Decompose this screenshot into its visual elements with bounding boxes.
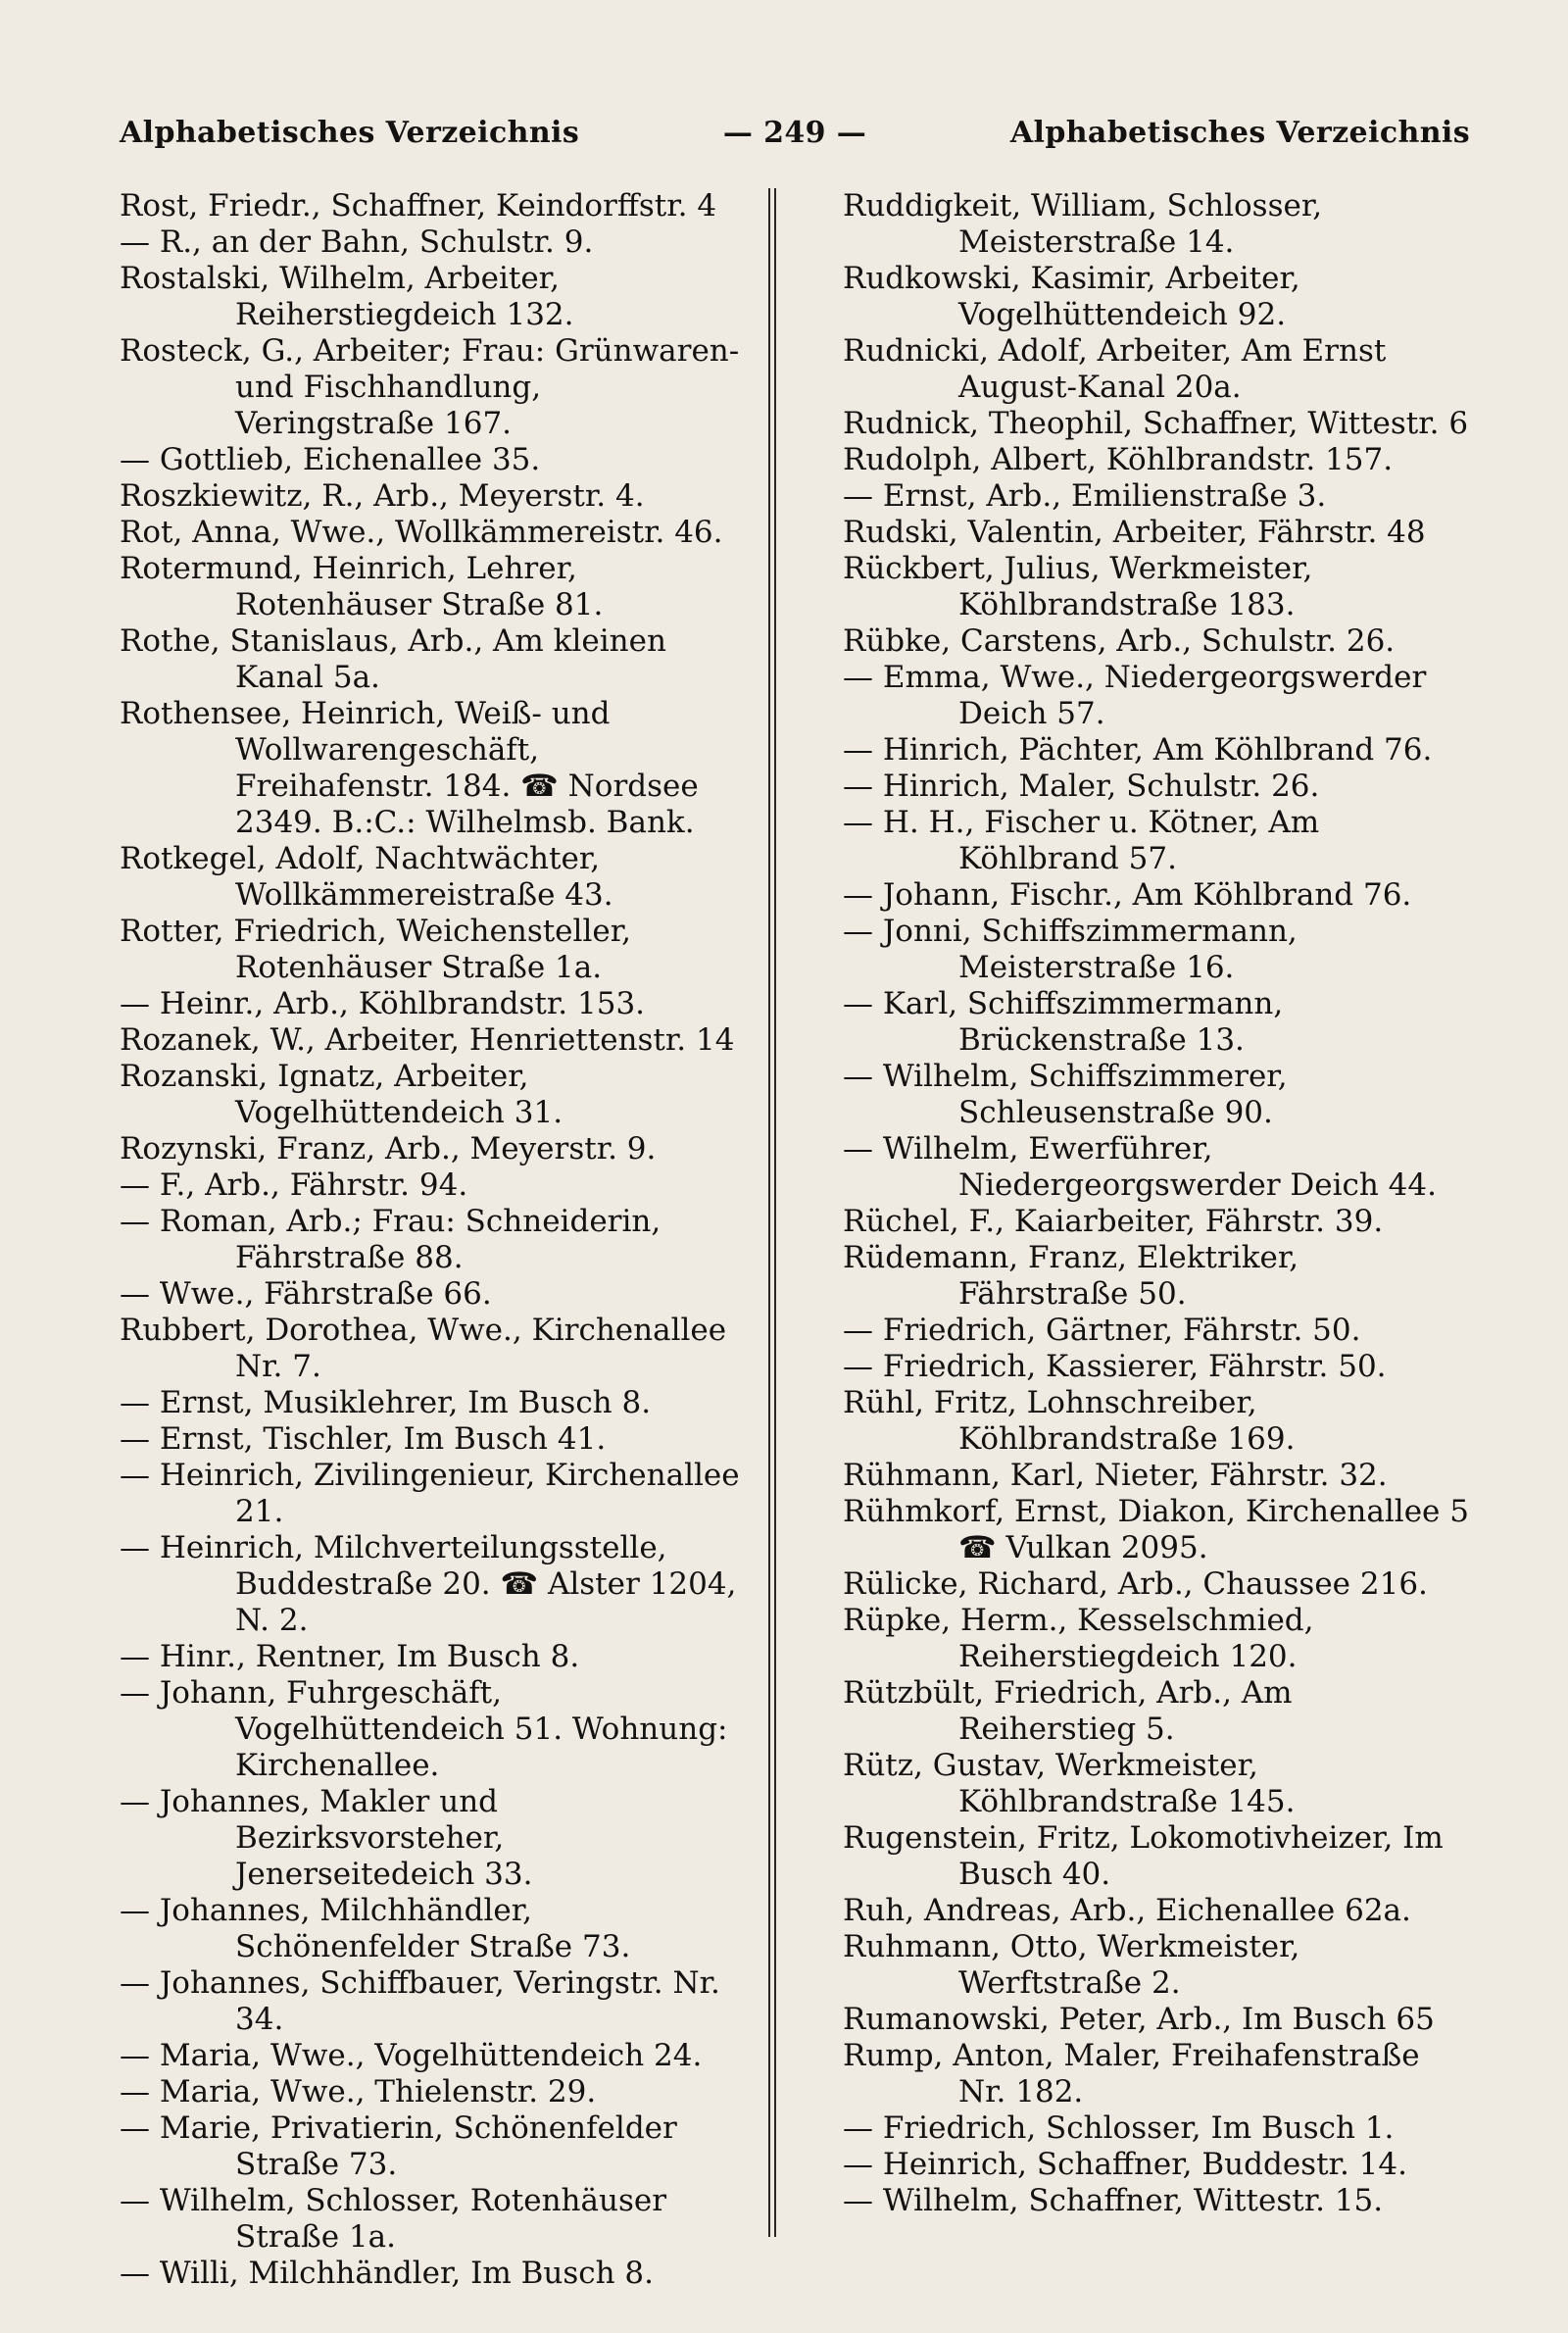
directory-entry: Rugenstein, Fritz, Lokomotivheizer, Im Busch 40.: [843, 1820, 1444, 1892]
directory-entry: Rudski, Valentin, Arbeiter, Fährstr. 48: [843, 515, 1426, 550]
directory-entry: — Wilhelm, Ewerführer, Niedergeorgswerder Deich 44.: [843, 1131, 1437, 1203]
directory-entry: — Roman, Arb.; Frau: Schneiderin, Fährstraße 88.: [120, 1204, 662, 1275]
directory-entry: — Heinrich, Schaffner, Buddestr. 14.: [843, 2147, 1407, 2182]
directory-entry: Rülicke, Richard, Arb., Chaussee 216.: [843, 1566, 1428, 1602]
directory-entry: Rühmkorf, Ernst, Diakon, Kirchenallee 5 ☎ Vulkan 2095.: [843, 1494, 1469, 1565]
directory-entry: — Wilhelm, Schaffner, Wittestr. 15.: [843, 2183, 1384, 2218]
directory-entry: Rozanek, W., Arbeiter, Henriettenstr. 14: [120, 1022, 735, 1058]
directory-entry: Rüdemann, Franz, Elektriker, Fährstraße 50.: [843, 1240, 1299, 1312]
directory-entry: — F., Arb., Fährstr. 94.: [120, 1167, 468, 1203]
directory-entry: Roszkiewitz, R., Arb., Meyerstr. 4.: [120, 478, 645, 514]
directory-entry: Rost, Friedr., Schaffner, Keindorffstr. 4: [120, 188, 717, 223]
left-column: [120, 188, 747, 2292]
directory-entry: — Heinr., Arb., Köhlbrandstr. 153.: [120, 986, 646, 1021]
directory-entry: — Wilhelm, Schlosser, Rotenhäuser Straße 1a.: [120, 2183, 667, 2255]
directory-entry: — Heinrich, Milchverteilungsstelle, Buddestraße 20. ☎ Alster 1204, N. 2.: [120, 1530, 737, 1638]
page-header: [120, 116, 1470, 174]
directory-entry: Rühmann, Karl, Nieter, Fährstr. 32.: [843, 1458, 1388, 1493]
directory-entry: Rubbert, Dorothea, Wwe., Kirchenallee Nr. 7.: [120, 1313, 727, 1384]
directory-entry: — R., an der Bahn, Schulstr. 9.: [120, 224, 594, 260]
right-column: [843, 188, 1470, 2292]
directory-entry: — Jonni, Schiffszimmermann, Meisterstraße 16.: [843, 914, 1298, 985]
directory-entry: — Karl, Schiffszimmermann, Brückenstraße 13.: [843, 986, 1284, 1058]
directory-entry: Rotkegel, Adolf, Nachtwächter, Wollkämmereistraße 43.: [120, 841, 613, 913]
directory-entry: Rozanski, Ignatz, Arbeiter, Vogelhüttendeich 31.: [120, 1059, 564, 1130]
directory-entry: Rosteck, G., Arbeiter; Frau: Grünwaren- und Fischhandlung, Veringstraße 167.: [120, 333, 740, 441]
directory-entry: — Friedrich, Kassierer, Fährstr. 50.: [843, 1349, 1387, 1384]
directory-entry: Rübke, Carstens, Arb., Schulstr. 26.: [843, 623, 1396, 659]
header-left-title: Alphabetisches Verzeichnis: [120, 116, 580, 150]
directory-entry: — Hinr., Rentner, Im Busch 8.: [120, 1639, 580, 1674]
directory-entry: — Maria, Wwe., Thielenstr. 29.: [120, 2074, 597, 2110]
column-divider: [768, 188, 770, 2237]
directory-entry: — Ernst, Musiklehrer, Im Busch 8.: [120, 1385, 652, 1420]
directory-entry: — Friedrich, Gärtner, Fährstr. 50.: [843, 1313, 1361, 1348]
directory-entry: — Hinrich, Pächter, Am Köhlbrand 76.: [843, 732, 1433, 768]
directory-entry: Ruhmann, Otto, Werkmeister, Werftstraße 2.: [843, 1929, 1300, 2001]
directory-entry: Rozynski, Franz, Arb., Meyerstr. 9.: [120, 1131, 657, 1166]
header-right-title: Alphabetisches Verzeichnis: [1009, 116, 1470, 150]
directory-entry: Rüpke, Herm., Kesselschmied, Reiherstiegdeich 120.: [843, 1603, 1314, 1674]
directory-entry: — Ernst, Tischler, Im Busch 41.: [120, 1421, 607, 1457]
directory-entry: Rückbert, Julius, Werkmeister, Köhlbrandstraße 183.: [843, 551, 1313, 622]
directory-entry: Rotermund, Heinrich, Lehrer, Rotenhäuser Straße 81.: [120, 551, 604, 622]
directory-entry: — Maria, Wwe., Vogelhüttendeich 24.: [120, 2038, 703, 2073]
directory-entry: Rütz, Gustav, Werkmeister, Köhlbrandstraße 145.: [843, 1748, 1296, 1819]
directory-columns: [120, 188, 1470, 2292]
directory-entry: Rotter, Friedrich, Weichensteller, Rotenhäuser Straße 1a.: [120, 914, 631, 985]
directory-entry: — H. H., Fischer u. Kötner, Am Köhlbrand 57.: [843, 805, 1320, 876]
directory-entry: — Johannes, Schiffbauer, Veringstr. Nr. 34.: [120, 1965, 720, 2037]
directory-entry: Rudnick, Theophil, Schaffner, Wittestr. 6: [843, 406, 1469, 441]
directory-entry: — Willi, Milchhändler, Im Busch 8.: [120, 2256, 654, 2291]
directory-entry: Ruddigkeit, William, Schlosser, Meisterstraße 14.: [843, 188, 1323, 260]
directory-entry: — Wwe., Fährstraße 66.: [120, 1276, 492, 1312]
directory-entry: Rothensee, Heinrich, Weiß- und Wollwarengeschäft, Freihafenstr. 184. ☎ Nordsee 2349. B.:C.: Wilhelmsb. Bank.: [120, 696, 699, 840]
directory-entry: Rüchel, F., Kaiarbeiter, Fährstr. 39.: [843, 1204, 1384, 1239]
directory-entry: — Heinrich, Zivilingenieur, Kirchenallee 21.: [120, 1458, 740, 1529]
directory-entry: Rühl, Fritz, Lohnschreiber, Köhlbrandstraße 169.: [843, 1385, 1296, 1457]
directory-entry: Ruh, Andreas, Arb., Eichenallee 62a.: [843, 1893, 1411, 1928]
directory-entry: — Friedrich, Schlosser, Im Busch 1.: [843, 2110, 1395, 2146]
directory-entry: — Ernst, Arb., Emilienstraße 3.: [843, 478, 1327, 514]
page-number: — 249 —: [722, 116, 867, 150]
directory-entry: Rostalski, Wilhelm, Arbeiter, Reiherstiegdeich 132.: [120, 261, 574, 332]
directory-entry: — Johann, Fuhrgeschäft, Vogelhüttendeich 51. Wohnung: Kirchenallee.: [120, 1675, 728, 1783]
directory-entry: Rothe, Stanislaus, Arb., Am kleinen Kanal 5a.: [120, 623, 666, 695]
directory-entry: Rumanowski, Peter, Arb., Im Busch 65: [843, 2002, 1435, 2037]
directory-entry: — Gottlieb, Eichenallee 35.: [120, 442, 541, 477]
directory-entry: — Emma, Wwe., Niedergeorgswerder Deich 57.: [843, 660, 1427, 731]
directory-entry: — Johannes, Milchhändler, Schönenfelder Straße 73.: [120, 1893, 631, 1964]
directory-entry: Rudolph, Albert, Köhlbrandstr. 157.: [843, 442, 1394, 477]
directory-entry: Rützbült, Friedrich, Arb., Am Reiherstieg 5.: [843, 1675, 1293, 1747]
directory-entry: — Wilhelm, Schiffszimmerer, Schleusenstraße 90.: [843, 1059, 1288, 1130]
directory-entry: Rot, Anna, Wwe., Wollkämmereistr. 46.: [120, 515, 723, 550]
directory-entry: — Marie, Privatierin, Schönenfelder Straße 73.: [120, 2110, 677, 2182]
directory-entry: Rudkowski, Kasimir, Arbeiter, Vogelhüttendeich 92.: [843, 261, 1300, 332]
directory-entry: — Johann, Fischr., Am Köhlbrand 76.: [843, 877, 1412, 913]
directory-entry: Rudnicki, Adolf, Arbeiter, Am Ernst August-Kanal 20a.: [843, 333, 1387, 405]
directory-entry: — Johannes, Makler und Bezirksvorsteher, Jenerseitedeich 33.: [120, 1784, 533, 1892]
directory-entry: — Hinrich, Maler, Schulstr. 26.: [843, 769, 1320, 804]
directory-entry: Rump, Anton, Maler, Freihafenstraße Nr. 182.: [843, 2038, 1420, 2110]
